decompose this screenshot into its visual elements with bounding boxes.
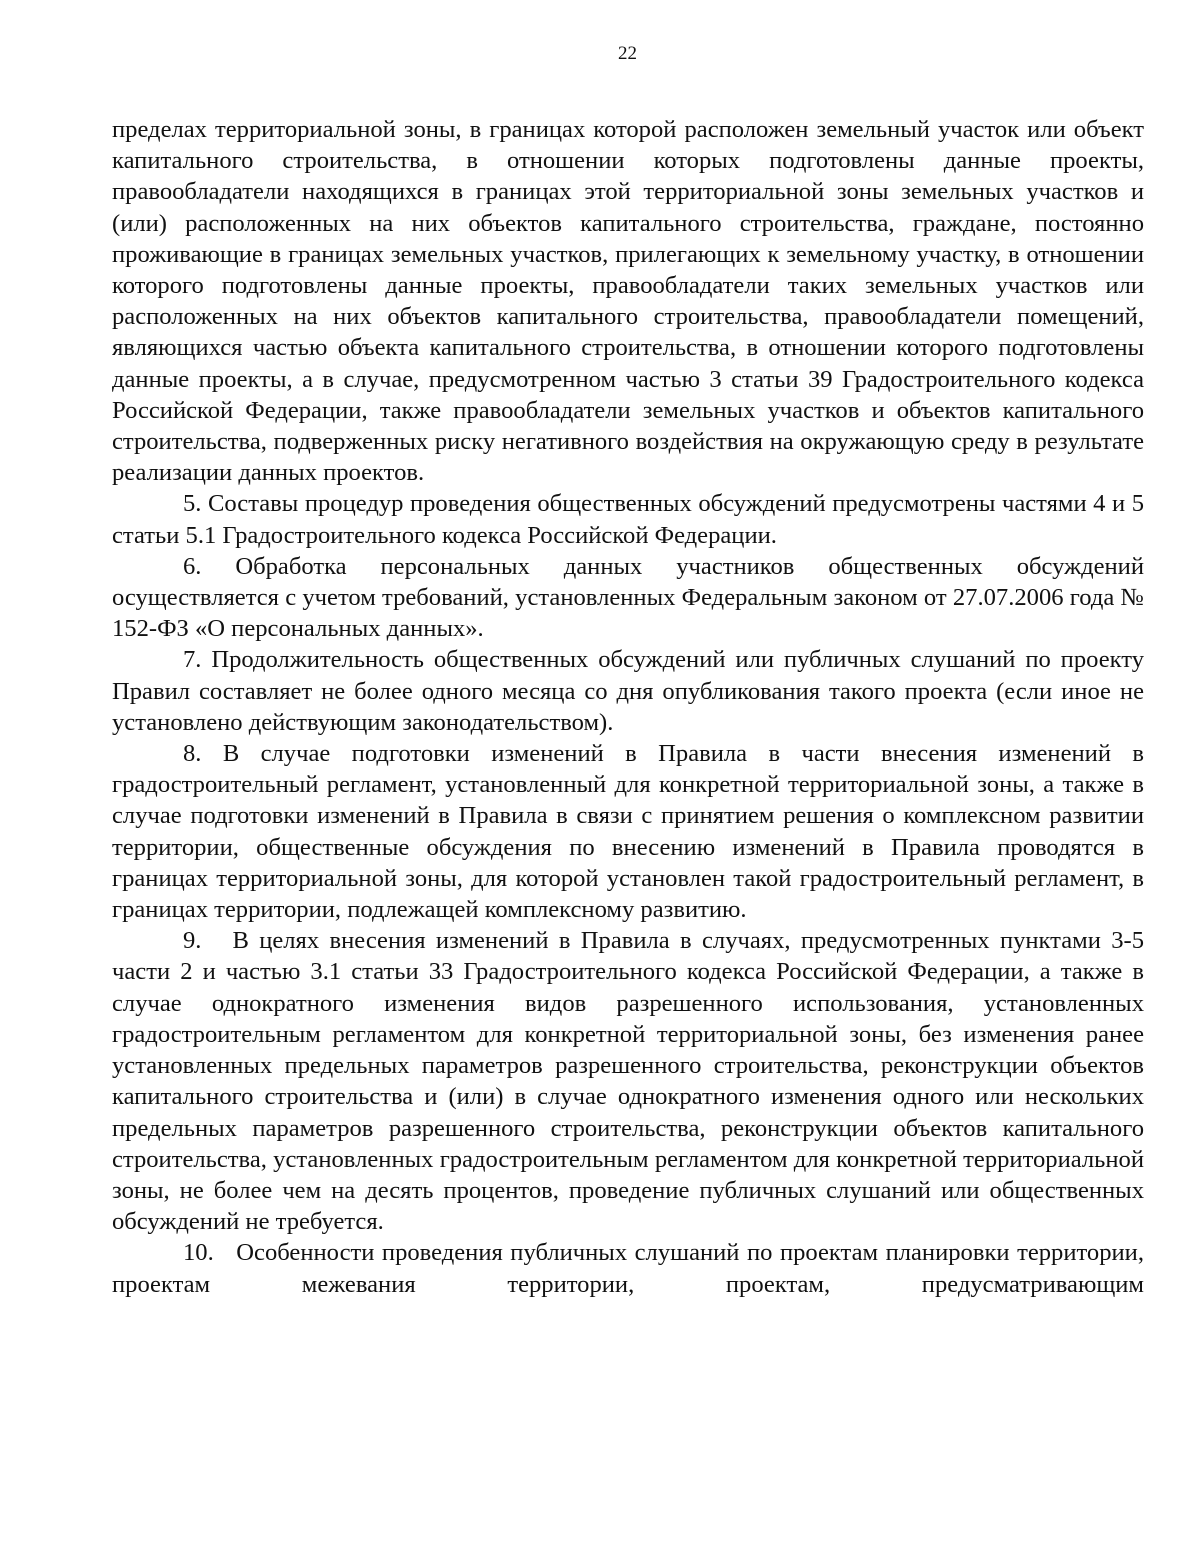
document-body bbox=[112, 114, 1151, 1300]
paragraph-continuation: пределах территориальной зоны, в границах которой расположен земельный участок или объект капитального строительства, в отношении которых подготовлены данные проекты, правообладатели находящихся в границах этой территориальной зоны земельных участков и (или) расположенных на них объектов капитального строительства, граждане, постоянно проживающие в границах земельных участков, прилегающих к земельному участку, в отношении которого подготовлены данные проекты, правообладатели таких земельных участков или расположенных на них объектов капитального строительства, правообладатели помещений, являющихся частью объекта капитального строительства, в отношении которого подготовлены данные проекты, а в случае, предусмотренном частью 3 статьи 39 Градостроительного кодекса Российской Федерации, также правообладатели земельных участков и объектов капитального строительства, подверженных риску негативного воздействия на окружающую среду в результате реализации данных проектов. bbox=[112, 116, 1144, 487]
paragraph-item-9: 9. В целях внесения изменений в Правила в случаях, предусмотренных пунктами 3-5 части 2 и частью 3.1 статьи 33 Градостроительного кодекса Российской Федерации, а также в случае однократного изменения видов разрешенного использования, установленных градостроительным регламентом для конкретной территориальной зоны, без изменения ранее установленных предельных параметров разрешенного строительства, реконструкции объектов капитального строительства и (или) в случае однократного изменения одного или нескольких предельных параметров разрешенного строительства, реконструкции объектов капитального строительства, установленных градостроительным регламентом для конкретной территориальной зоны, не более чем на десять процентов, проведение публичных слушаний или общественных обсуждений не требуется. bbox=[112, 927, 1151, 1236]
paragraph-item-5: 5. Составы процедур проведения общественных обсуждений предусмотрены частями 4 и 5 статьи 5.1 Градостроительного кодекса Российской Федерации. bbox=[112, 490, 1144, 549]
paragraph-item-10: 10. Особенности проведения публичных слушаний по проектам планировки территории, проектам межевания территории, проектам, предусматривающим bbox=[112, 1239, 1151, 1298]
paragraph-item-8: 8. В случае подготовки изменений в Правила в части внесения изменений в градостроительный регламент, установленный для конкретной территориальной зоны, а также в случае подготовки изменений в Правила в связи с принятием решения о комплексном развитии территории, общественные обсуждения по внесению изменений в Правила проводятся в границах территориальной зоны, для которой установлен такой градостроительный регламент, в границах территории, подлежащей комплексному развитию. bbox=[112, 740, 1144, 924]
paragraph-item-6: 6. Обработка персональных данных участников общественных обсуждений осуществляется с учетом требований, установленных Федеральным законом от 27.07.2006 года № 152-ФЗ «О персональных данных». bbox=[112, 552, 1144, 643]
page-number: 22 bbox=[618, 43, 637, 64]
paragraph-item-7: 7. Продолжительность общественных обсуждений или публичных слушаний по проекту Правил составляет не более одного месяца со дня опубликования такого проекта (если иное не установлено действующим законодательством). bbox=[112, 646, 1144, 736]
